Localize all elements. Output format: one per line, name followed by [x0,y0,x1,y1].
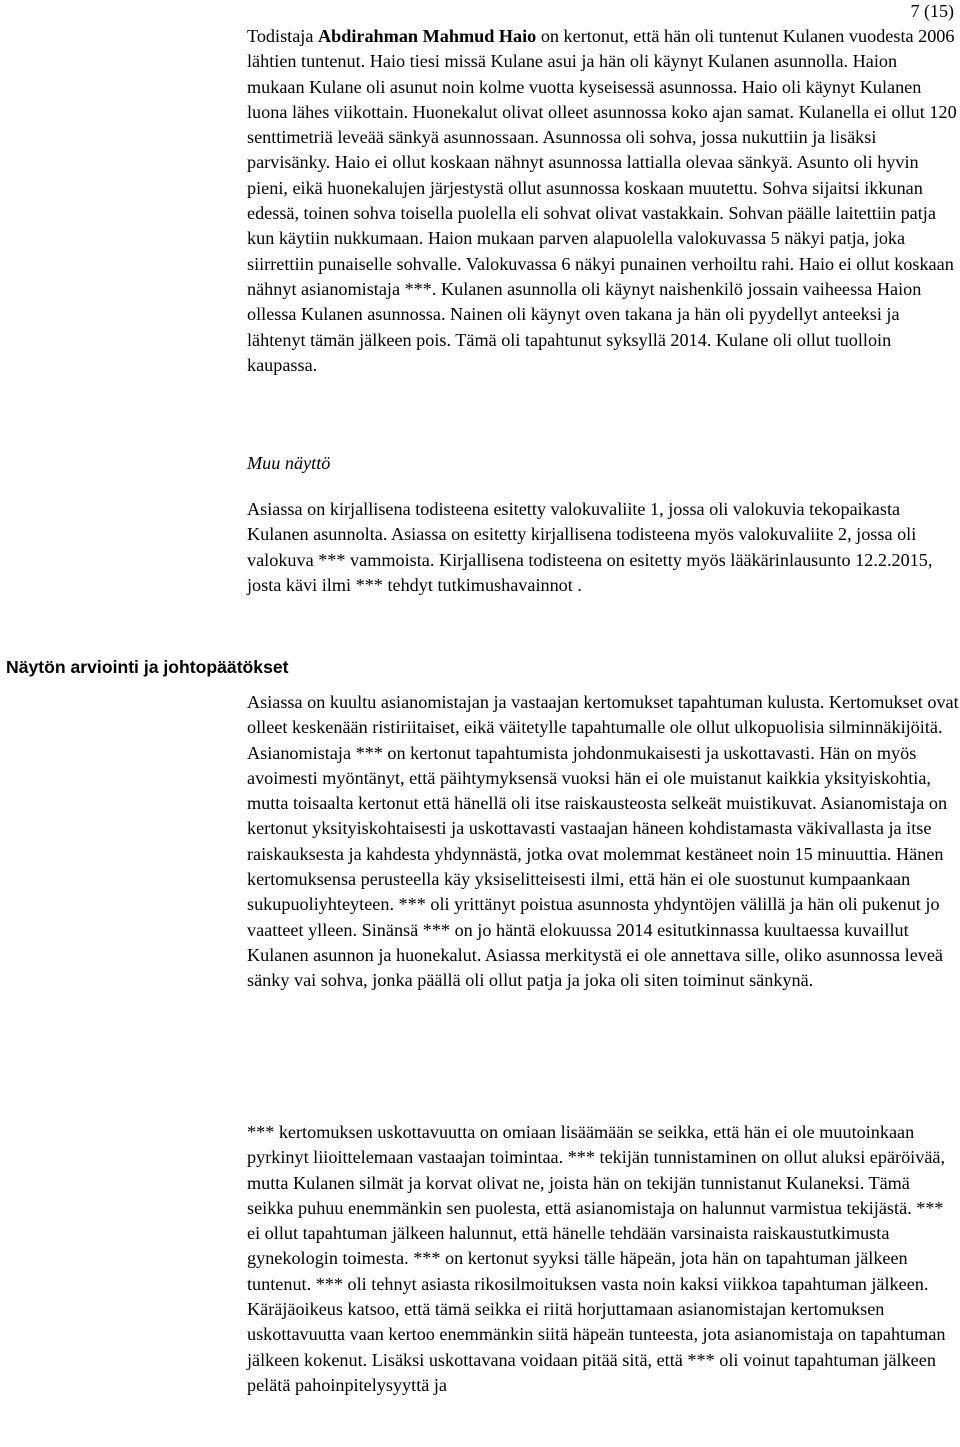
witness-name: Abdirahman Mahmud Haio [317,26,537,46]
testimony-intro: Todistaja [247,26,318,46]
other-evidence-paragraph: Asiassa on kirjallisena todisteena esitetty valokuvaliite 1, jossa oli valokuvia tekopaikasta Kulanen asunnolta. Asiassa on esitetty kirjallisena todisteena myös valokuvaliite 2, jossa oli valokuva *** vammoista. Kirjallisena todisteena on esitetty myös lääkärinlausunto 12.2.2015, josta kävi ilmi *** tehdyt tutkimushavainnot . [247,499,933,595]
other-evidence-heading: Muu näyttö [247,453,331,473]
assessment-section-heading: Näytön arviointi ja johtopäätökset [6,657,289,677]
assessment-paragraph-2: *** kertomuksen uskottavuutta on omiaan lisäämään se seikka, että hän ei ole muutoinkaan pyrkinyt liioittelemaan vastaajan toimintaa. *** tekijän tunnistaminen on ollut aluksi epäröivää, mutta Kulanen silmät ja korvat olivat ne, joista hän on tekijän tunnistanut Kulaneksi. Tämä seikka puhuu enemmänkin sen puolesta, että asianomistaja on halunnut varmistua tekijästä. *** ei ollut tapahtuman jälkeen halunnut, että hänelle tehdään varsinaista raiskaustutkimusta gynekologin toimesta. *** on kertonut syyksi tälle häpeän, jota hän on tapahtuman jälkeen tuntenut. *** oli tehnyt asiasta rikosilmoituksen vasta noin kaksi viikkoa tapahtuman jälkeen. Käräjäoikeus katsoo, että tämä seikka ei riitä horjuttamaan asianomistajan kertomuksen uskottavuutta vaan kertoo enemmänkin siitä häpeän tunteesta, jota asianomistaja on tapahtuman jälkeen kokenut. Lisäksi uskottavana voidaan pitää sitä, että *** oli voinut tapahtuman jälkeen pelätä pahoinpitelysyyttä ja [247,1122,946,1395]
assessment-paragraph-1: Asiassa on kuultu asianomistajan ja vastaajan kertomukset tapahtuman kulusta. Kertomukset ovat olleet keskenään ristiriitaiset, eikä väitetylle tapahtumalle ole ollut ulkopuolisia silminnäkijöitä. Asianomistaja *** on kertonut tapahtumista johdonmukaisesti ja uskottavasti. Hän on myös avoimesti myöntänyt, että päihtymyksensä vuoksi hän ei ole muistanut kaikkia yksityiskohtia, mutta toisaalta kertonut että hänellä oli itse raiskausteosta selkeät muistikuvat. Asianomistaja on kertonut yksityiskohtaisesti ja uskottavasti vastaajan häneen kohdistamasta väkivallasta ja itse raiskauksesta ja kahdesta yhdynnästä, jotka ovat molemmat kestäneet noin 15 minuuttia. Hänen kertomuksensa perusteella käy yksiselitteisesti ilmi, että hän ei ole suostunut kumpaankaan sukupuoliyhteyteen. *** oli yrittänyt poistua asunnosta yhdyntöjen välillä ja hän oli pukenut jo vaatteet ylleen. Sinänsä *** on jo häntä elokuussa 2014 esitutkinnassa kuultaessa kuvaillut Kulanen asunnon ja huonekalut. Asiassa merkitystä ei ole annettava sille, oliko asunnossa leveä sänky vai sohva, jonka päällä oli ollut patja ja joka oli siten toiminut sänkynä. [247,692,959,991]
page-number: 7 (15) [910,1,954,21]
witness-testimony-paragraph [247,24,959,378]
testimony-text: on kertonut, että hän oli tuntenut Kulanen vuodesta 2006 lähtien tuntenut. Haio tiesi missä Kulane asui ja hän oli käynyt Kulanen asunnolla. Haion mukaan Kulane oli asunut noin kolme vuotta kyseisessä asunnossa. Haio oli käynyt Kulanen luona lähes viikottain. Huonekalut olivat olleet asunnossa koko ajan samat. Kulanella ei ollut 120 senttimetriä leveää sänkyä asunnossaan. Asunnossa oli sohva, jossa nukuttiin ja lisäksi parvisänky. Haio ei ollut koskaan nähnyt asunnossa lattialla olevaa sänkyä. Asunto oli hyvin pieni, eikä huonekalujen järjestystä ollut asunnossa koskaan muutettu. Sohva sijaitsi ikkunan edessä, toinen sohva toisella puolella eli sohvat olivat vastakkain. Sohvan päälle laitettiin patja kun käytiin nukkumaan. Haion mukaan parven alapuolella valokuvassa 5 näkyi patja, joka siirrettiin punaiselle sohvalle. Valokuvassa 6 näkyi punainen verhoiltu rahi. Haio ei ollut koskaan nähnyt asianomistaja ***. Kulanen asunnolla oli käynyt naishenkilö jossain vaiheessa Haion ollessa Kulanen asunnossa. Nainen oli käynyt oven takana ja hän oli pyydellyt anteeksi ja lähtenyt tämän jälkeen pois. Tämä oli tapahtunut syksyllä 2014. Kulane oli ollut tuolloin kaupassa. [247,26,957,375]
